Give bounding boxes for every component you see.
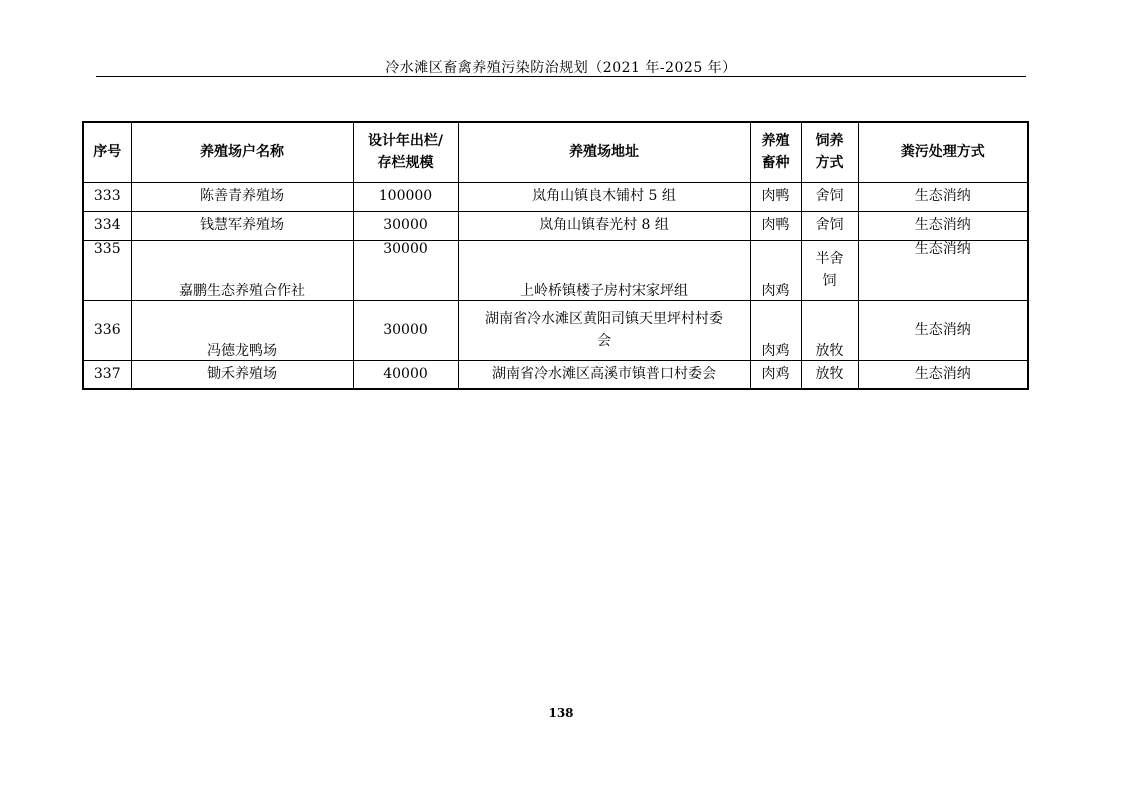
cell-feeding: 半舍 饲 bbox=[801, 240, 858, 300]
cell-no: 336 bbox=[83, 300, 131, 360]
cell-feeding: 放牧 bbox=[801, 300, 858, 360]
col-header-species: 养殖 畜种 bbox=[750, 122, 801, 182]
cell-name: 钱慧军养殖场 bbox=[131, 211, 353, 240]
table-row bbox=[83, 300, 1028, 360]
cell-species: 肉鸡 bbox=[750, 240, 801, 300]
cell-scale: 30000 bbox=[353, 300, 458, 360]
col-header-feeding: 饲养 方式 bbox=[801, 122, 858, 182]
cell-no: 337 bbox=[83, 360, 131, 389]
cell-species: 肉鸡 bbox=[750, 300, 801, 360]
cell-treatment: 生态消纳 bbox=[858, 300, 1028, 360]
col-header-no: 序号 bbox=[83, 122, 131, 182]
col-header-scale: 设计年出栏/ 存栏规模 bbox=[353, 122, 458, 182]
cell-address: 岚角山镇春光村 8 组 bbox=[458, 211, 750, 240]
cell-species: 肉鸭 bbox=[750, 182, 801, 211]
cell-scale: 100000 bbox=[353, 182, 458, 211]
cell-name: 冯德龙鸭场 bbox=[131, 300, 353, 360]
header-rule bbox=[96, 76, 1026, 77]
cell-address: 上岭桥镇楼子房村宋家坪组 bbox=[458, 240, 750, 300]
table-header-row bbox=[83, 122, 1028, 182]
page-number: 138 bbox=[548, 706, 574, 720]
cell-no: 335 bbox=[83, 240, 131, 300]
cell-treatment: 生态消纳 bbox=[858, 240, 1028, 300]
cell-no: 334 bbox=[83, 211, 131, 240]
cell-species: 肉鸭 bbox=[750, 211, 801, 240]
cell-name: 嘉鹏生态养殖合作社 bbox=[131, 240, 353, 300]
cell-feeding: 舍饲 bbox=[801, 182, 858, 211]
cell-feeding: 舍饲 bbox=[801, 211, 858, 240]
cell-name: 陈善青养殖场 bbox=[131, 182, 353, 211]
page-header-title: 冷水滩区畜禽养殖污染防治规划（2021 年-2025 年） bbox=[385, 60, 737, 76]
cell-treatment: 生态消纳 bbox=[858, 211, 1028, 240]
cell-address: 岚角山镇良木铺村 5 组 bbox=[458, 182, 750, 211]
table-row bbox=[83, 360, 1028, 389]
cell-treatment: 生态消纳 bbox=[858, 360, 1028, 389]
cell-species: 肉鸡 bbox=[750, 360, 801, 389]
cell-address: 湖南省冷水滩区黄阳司镇天里坪村村委 会 bbox=[458, 300, 750, 360]
col-header-treatment: 粪污处理方式 bbox=[858, 122, 1028, 182]
livestock-farm-table bbox=[82, 121, 1029, 390]
cell-scale: 30000 bbox=[353, 211, 458, 240]
cell-feeding: 放牧 bbox=[801, 360, 858, 389]
cell-scale: 30000 bbox=[353, 240, 458, 300]
col-header-name: 养殖场户名称 bbox=[131, 122, 353, 182]
cell-no: 333 bbox=[83, 182, 131, 211]
table-row bbox=[83, 182, 1028, 211]
table-row bbox=[83, 211, 1028, 240]
cell-address: 湖南省冷水滩区高溪市镇普口村委会 bbox=[458, 360, 750, 389]
table-row bbox=[83, 240, 1028, 300]
cell-treatment: 生态消纳 bbox=[858, 182, 1028, 211]
cell-name: 锄禾养殖场 bbox=[131, 360, 353, 389]
cell-scale: 40000 bbox=[353, 360, 458, 389]
col-header-address: 养殖场地址 bbox=[458, 122, 750, 182]
